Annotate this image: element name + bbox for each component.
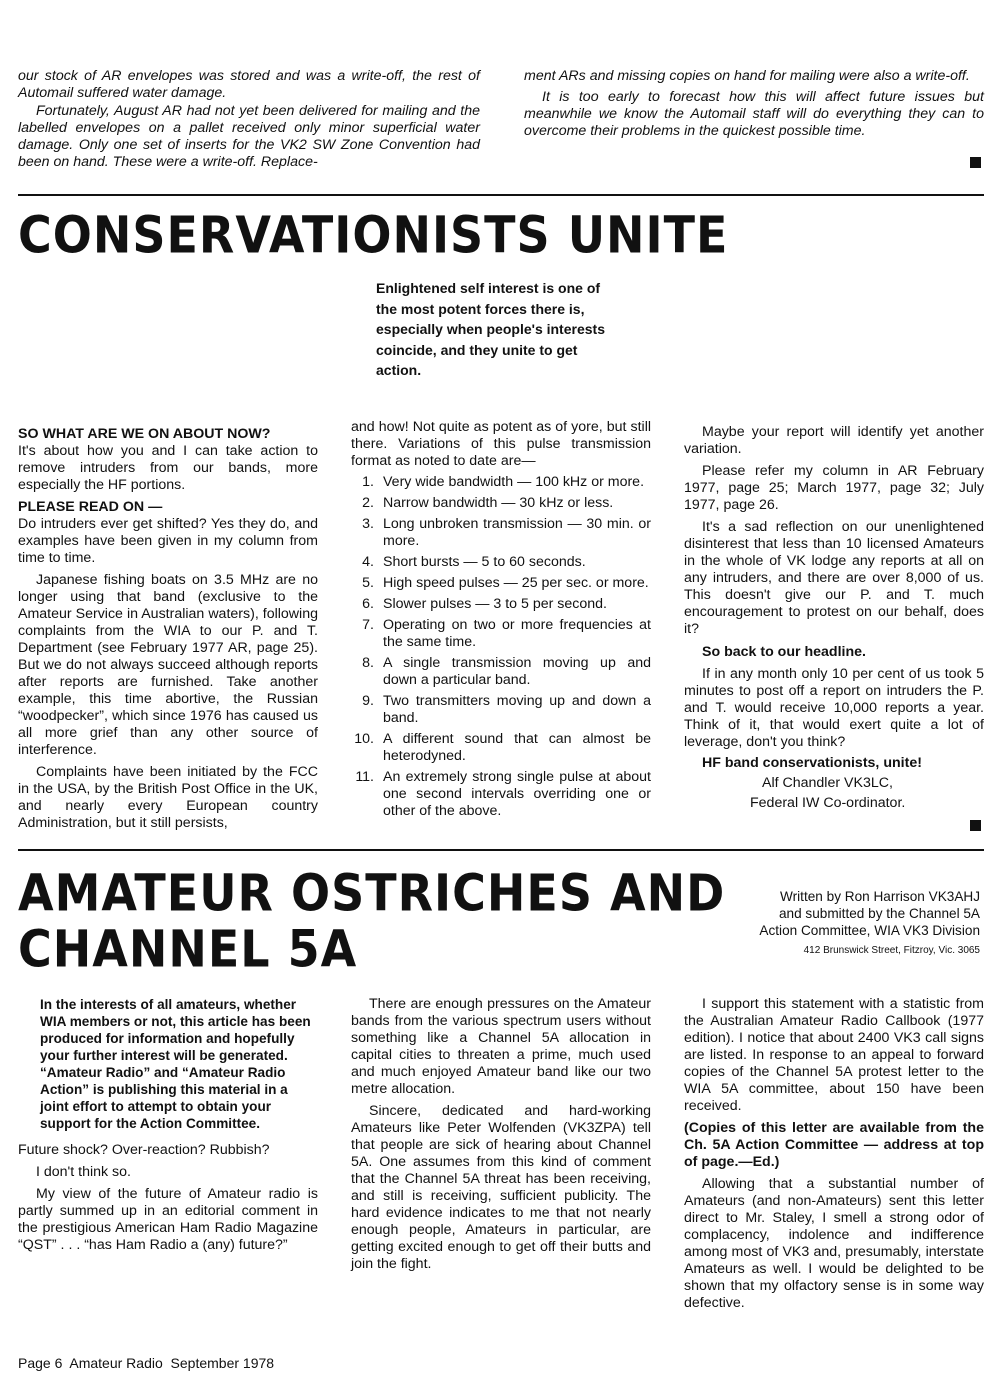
paragraph: Fortunately, August AR had not yet been delivered for mailing and the labelled envelopes on a pallet received only minor superficial water damage. Only one set of inserts for the VK2 SW Zone Convention had been on hand. These were a write-off. Replace- bbox=[18, 103, 480, 170]
article-blurb: Enlightened self interest is one of the most potent forces there is, especially when people's interests coincide, and they unite to get action. bbox=[376, 280, 605, 378]
end-mark bbox=[970, 820, 981, 831]
list-item: 9. Two transmitters moving up and down a band. bbox=[362, 693, 651, 726]
paragraph: I don't think so. bbox=[36, 1164, 131, 1180]
headline-line-1: AMATEUR OSTRICHES AND bbox=[18, 863, 726, 923]
article1-column-3 bbox=[684, 424, 984, 812]
credit-line: Action Committee, WIA VK3 Division bbox=[759, 923, 980, 938]
paragraph: My view of the future of Amateur radio is partly summed up in an editorial comment in the prestigious American Ham Radio Magazine “QST” . . . “has Ham Radio a (any) future?” bbox=[18, 1186, 318, 1253]
article2-column-2 bbox=[351, 996, 651, 1273]
paragraph: It is too early to forecast how this will affect future issues but meanwhile we know the Automail staff will do everything they can to overcome their problems in the quickest possible time. bbox=[524, 89, 984, 139]
list-item: 2. Narrow bandwidth — 30 kHz or less. bbox=[362, 495, 614, 511]
list-item: 10. A different sound that can almost be heterodyned. bbox=[354, 731, 651, 764]
section-divider bbox=[18, 194, 984, 196]
paragraph: I support this statement with a statistic from the Australian Amateur Radio Callbook (1977 edition). I notice that about 2400 VK3 call signs are listed. In response to an appeal to forward copies of the Channel 5A protest letter to the WIA 5A committee, about 150 have been received. bbox=[684, 996, 984, 1114]
end-mark bbox=[970, 157, 981, 168]
paragraph: Sincere, dedicated and hard-working Amateurs like Peter Wolfenden (VK3ZPA) tell that people are sick of hearing about Channel 5A. One assumes from this kind of comment that the Channel 5A threat has been receiving, and still is receiving, sufficient publicity. The hard evidence indicates to me that not nearly enough people, Amateurs in particular, are getting excited enough to get off their butts and join the fight. bbox=[351, 1103, 651, 1272]
page-footer: Page 6 Amateur Radio September 1978 bbox=[18, 1355, 275, 1371]
article2-column-1 bbox=[18, 996, 318, 1254]
article2-column-3 bbox=[684, 996, 984, 1312]
paragraph: Maybe your report will identify yet another variation. bbox=[684, 424, 984, 457]
continued-column-left bbox=[18, 68, 480, 171]
subheading: PLEASE READ ON — bbox=[18, 499, 163, 515]
list-item: 8. A single transmission moving up and down a particular band. bbox=[362, 655, 651, 688]
list-item: 6. Slower pulses — 3 to 5 per second. bbox=[362, 596, 607, 612]
editor-note: (Copies of this letter are available from the Ch. 5A Action Committee — address at top of page.—Ed.) bbox=[684, 1120, 984, 1170]
paragraph: ment ARs and missing copies on hand for mailing were also a write-off. bbox=[524, 68, 970, 84]
paragraph: Future shock? Over-reaction? Rubbish? bbox=[18, 1142, 270, 1158]
paragraph: If in any month only 10 per cent of us took 5 minutes to post off a report on intruders the P. and T. would receive 10,000 reports a year. Think of it, that would exert quite a lot of leverage, don't you think? bbox=[684, 666, 984, 750]
list-item: 11. An extremely strong single pulse at about one second intervals overriding one or other of the above. bbox=[355, 769, 651, 819]
article-intro: In the interests of all amateurs, whether WIA members or not, this article has been produced for information and hopefully your further interest will be generated. “Amateur Radio” and “Amateur Radio Action” is publishing this material in a joint effort to attempt to obtain your support for the Action Committee. bbox=[40, 997, 311, 1131]
article1-column-2 bbox=[351, 419, 651, 824]
paragraph: Do intruders ever get shifted? Yes they do, and examples have been given in my column from time to time. bbox=[18, 516, 318, 566]
paragraph: Complaints have been initiated by the FCC in the USA, by the British Post Office in the UK, and nearly every European country Administration, but it still persists, bbox=[18, 764, 318, 831]
signature-name: Alf Chandler VK3LC, bbox=[762, 775, 893, 791]
paragraph: It's about how you and I can take action to remove intruders from our bands, more especially the HF portions. bbox=[18, 443, 318, 493]
subheading: SO WHAT ARE WE ON ABOUT NOW? bbox=[18, 426, 271, 442]
subheading: So back to our headline. bbox=[702, 644, 866, 660]
list-item: 1. Very wide bandwidth — 100 kHz or more. bbox=[362, 474, 645, 490]
continued-column-right bbox=[524, 68, 984, 140]
signature-title: Federal IW Co-ordinator. bbox=[750, 795, 906, 811]
headline-line-2: CHANNEL 5A bbox=[18, 919, 358, 979]
variation-list bbox=[351, 474, 651, 820]
slogan: HF band conservationists, unite! bbox=[702, 755, 922, 771]
paragraph: Please refer my column in AR February 1977, page 25; March 1977, page 32; July 1977, page 26. bbox=[684, 463, 984, 513]
list-item: 4. Short bursts — 5 to 60 seconds. bbox=[362, 554, 586, 570]
section-divider bbox=[18, 849, 984, 851]
credit-line: Written by Ron Harrison VK3AHJ bbox=[780, 889, 980, 904]
paragraph: Allowing that a substantial number of Amateurs (and non-Amateurs) sent this letter direct to Mr. Staley, I smell a strong odor of complacency, indolence and indifference among most of VK3 and, presumably, interstate Amateurs as well. I would be delighted to be shown that my olfactory sense is in some way defective. bbox=[684, 1176, 984, 1311]
credit-address: 412 Brunswick Street, Fitzroy, Vic. 3065 bbox=[803, 945, 980, 956]
paragraph: Japanese fishing boats on 3.5 MHz are no longer using that band (exclusive to the Amateur Service in Australian waters), following complaints from the WIA to our P. and T. Department (see February 1977 AR, page 25). But we do not always succeed although reports after reports are furnished. Take another example, this time abortive, the Russian “woodpecker”, which since 1976 has caused us all more grief than any other source of interference. bbox=[18, 572, 318, 758]
article1-column-1 bbox=[18, 423, 318, 832]
headline: CONSERVATIONISTS UNITE bbox=[18, 205, 729, 265]
credit-line: and submitted by the Channel 5A bbox=[778, 906, 980, 921]
list-item: 3. Long unbroken transmission — 30 min. or more. bbox=[362, 516, 651, 549]
list-item: 7. Operating on two or more frequencies at the same time. bbox=[362, 617, 651, 650]
list-item: 5. High speed pulses — 25 per sec. or more. bbox=[362, 575, 649, 591]
paragraph: There are enough pressures on the Amateur bands from the various spectrum users without something like a Channel 5A allocation in capital cities to threaten a prime, much used and much enjoyed Amateur band like our two metre allocation. bbox=[351, 996, 651, 1097]
paragraph: our stock of AR envelopes was stored and was a write-off, the rest of Automail suffered water damage. bbox=[18, 68, 480, 101]
paragraph: It's a sad reflection on our unenlightened disinterest that less than 10 licensed Amateurs in the whole of VK lodge any reports at all on any intruders, and there are over 8,000 of us. This doesn't give our P. and T. much encouragement to protest on our behalf, does it? bbox=[684, 519, 984, 637]
article-credit bbox=[640, 888, 980, 959]
paragraph: and how! Not quite as potent as of yore, but still there. Variations of this pulse transmission format as noted to date are— bbox=[351, 419, 651, 469]
